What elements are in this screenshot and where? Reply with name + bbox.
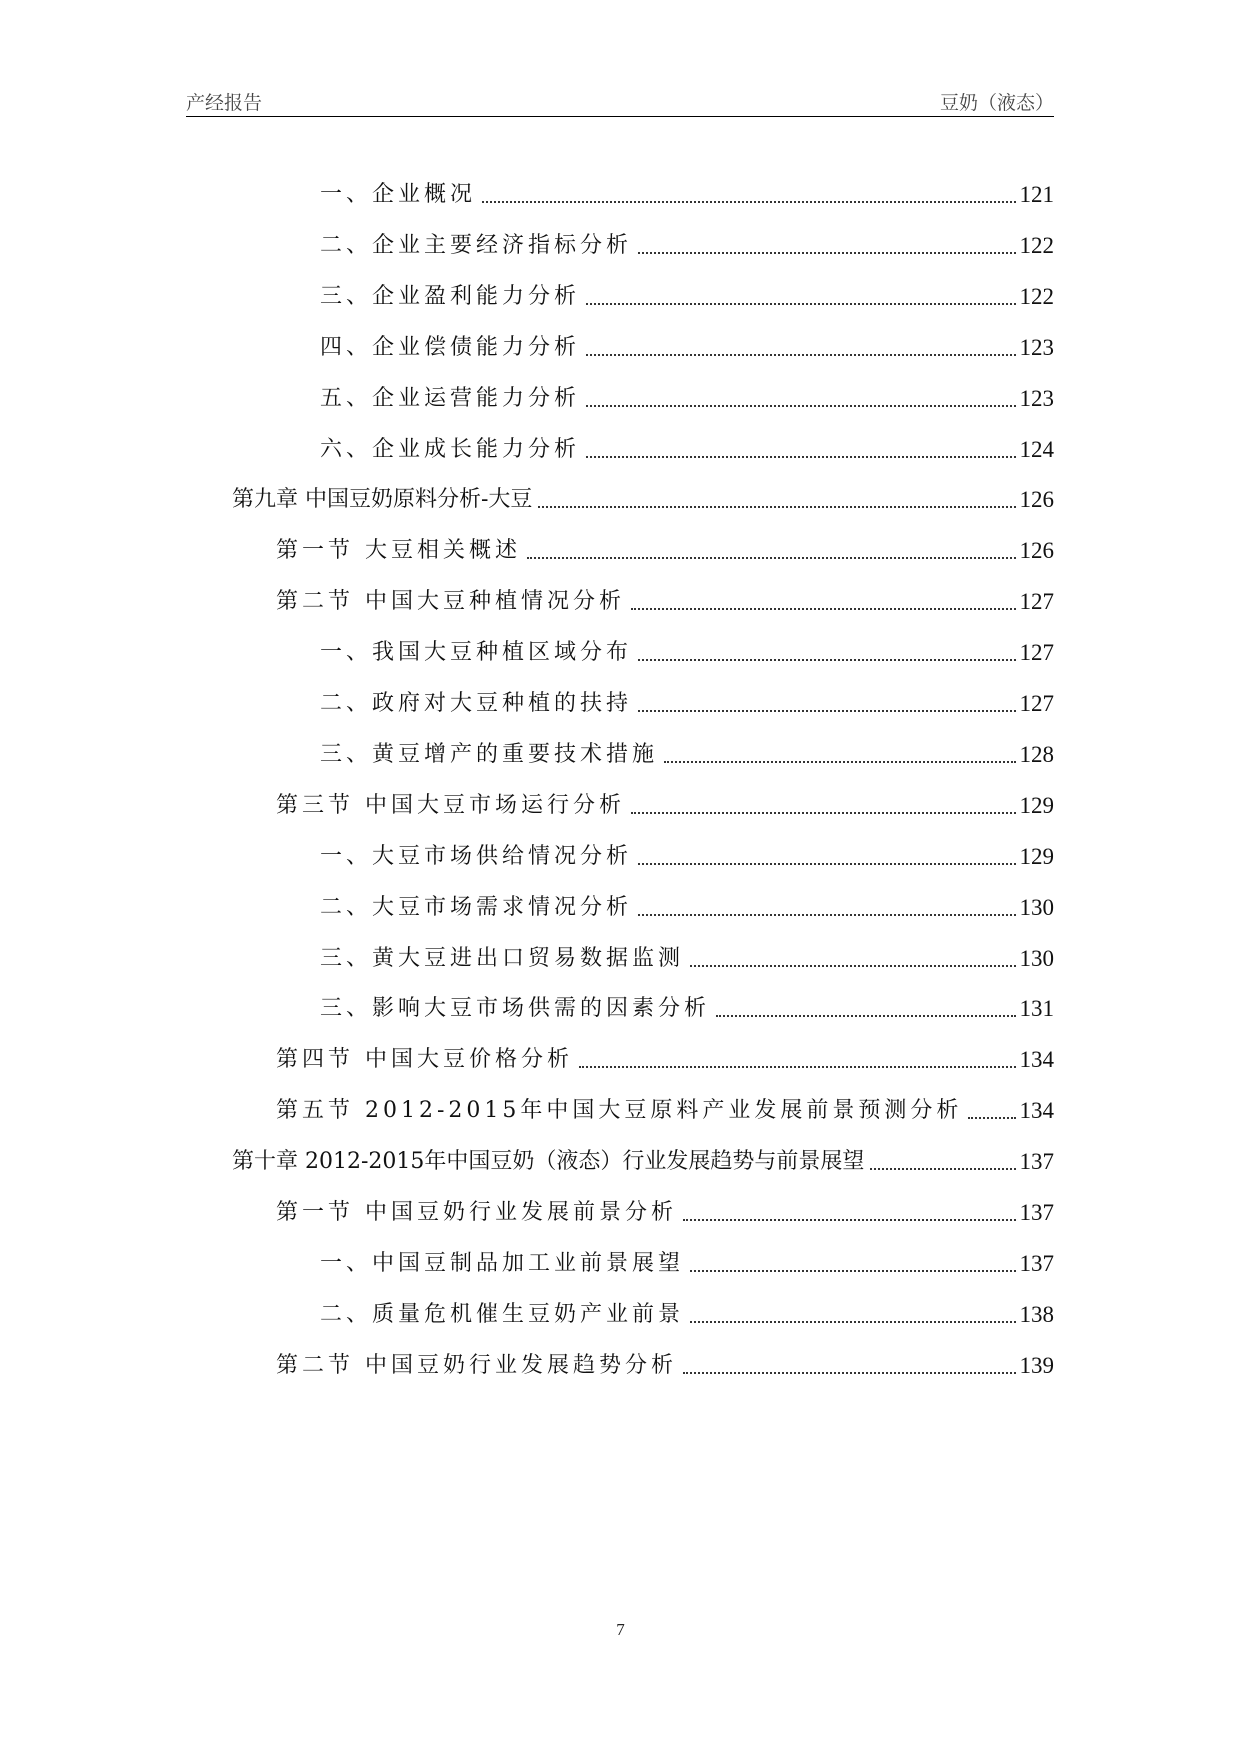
- toc-leader-dots: [527, 556, 1016, 559]
- toc-leader-dots: [586, 455, 1015, 458]
- toc-entry-item[interactable]: [320, 1298, 1054, 1332]
- toc-entry-section[interactable]: [276, 1043, 1054, 1077]
- toc-entry-page-number: 131: [1019, 996, 1054, 1021]
- toc-leader-dots: [586, 302, 1015, 305]
- toc-entry-label: 三、黄豆增产的重要技术措施: [320, 742, 659, 767]
- toc-entry-item[interactable]: [320, 942, 1054, 976]
- toc-leader-dots: [690, 1269, 1015, 1272]
- toc-leader-dots: [683, 1218, 1016, 1221]
- toc-entry-item[interactable]: [320, 891, 1054, 925]
- toc-leader-dots: [579, 1065, 1016, 1068]
- toc-leader-dots: [638, 913, 1015, 916]
- toc-leader-dots: [538, 505, 1015, 508]
- toc-entry-page-number: 139: [1019, 1353, 1054, 1378]
- toc-entry-page-number: 123: [1019, 335, 1054, 360]
- toc-entry-section[interactable]: [276, 585, 1054, 619]
- toc-entry-section[interactable]: [276, 1094, 1054, 1128]
- toc-entry-label: 第二节 中国豆奶行业发展趋势分析: [276, 1353, 677, 1378]
- toc-entry-item[interactable]: [320, 840, 1054, 874]
- toc-entry-label: 一、中国豆制品加工业前景展望: [320, 1251, 685, 1276]
- toc-entry-chapter[interactable]: [232, 1145, 1054, 1179]
- toc-entry-page-number: 137: [1019, 1200, 1054, 1225]
- toc-leader-dots: [716, 1014, 1015, 1017]
- toc-leader-dots: [664, 760, 1015, 763]
- toc-entry-label: 五、企业运营能力分析: [320, 386, 581, 411]
- toc-entry-item[interactable]: [320, 382, 1054, 416]
- toc-entry-page-number: 127: [1019, 589, 1054, 614]
- toc-entry-page-number: 129: [1019, 844, 1054, 869]
- toc-entry-label: 三、黄大豆进出口贸易数据监测: [320, 946, 685, 971]
- header-right-title: 豆奶（液态）: [939, 92, 1054, 114]
- header-left-title: 产经报告: [186, 92, 263, 114]
- toc-entry-page-number: 130: [1019, 895, 1054, 920]
- toc-entry-label: 二、政府对大豆种植的扶持: [320, 691, 633, 716]
- toc-entry-label: 第三节 中国大豆市场运行分析: [276, 793, 625, 818]
- toc-entry-label: 六、企业成长能力分析: [320, 437, 581, 462]
- toc-entry-item[interactable]: [320, 433, 1054, 467]
- toc-entry-page-number: 137: [1019, 1149, 1054, 1174]
- toc-entry-page-number: 134: [1019, 1098, 1054, 1123]
- toc-entry-item[interactable]: [320, 687, 1054, 721]
- toc-entry-page-number: 121: [1019, 182, 1054, 207]
- toc-entry-label: 第九章 中国豆奶原料分析-大豆: [232, 487, 533, 512]
- toc-entry-label: 四、企业偿债能力分析: [320, 335, 581, 360]
- toc-entry-label: 二、大豆市场需求情况分析: [320, 895, 633, 920]
- toc-entry-page-number: 138: [1019, 1302, 1054, 1327]
- toc-entry-page-number: 137: [1019, 1251, 1054, 1276]
- toc-entry-item[interactable]: [320, 229, 1054, 263]
- toc-leader-dots: [638, 709, 1015, 712]
- toc-entry-chapter[interactable]: [232, 483, 1054, 517]
- toc-entry-page-number: 123: [1019, 386, 1054, 411]
- toc-entry-label: 一、我国大豆种植区域分布: [320, 640, 633, 665]
- toc-entry-label: 第十章 2012-2015年中国豆奶（液态）行业发展趋势与前景展望: [232, 1149, 865, 1174]
- toc-entry-section[interactable]: [276, 1349, 1054, 1383]
- toc-entry-label: 二、企业主要经济指标分析: [320, 233, 633, 258]
- toc-entry-item[interactable]: [320, 280, 1054, 314]
- toc-leader-dots: [631, 607, 1016, 610]
- toc-leader-dots: [482, 200, 1015, 203]
- toc-entry-section[interactable]: [276, 534, 1054, 568]
- toc-entry-page-number: 127: [1019, 640, 1054, 665]
- toc-leader-dots: [631, 811, 1016, 814]
- toc-leader-dots: [870, 1167, 1015, 1170]
- toc-entry-item[interactable]: [320, 331, 1054, 365]
- page-number: 7: [616, 1620, 625, 1639]
- toc-leader-dots: [690, 964, 1015, 967]
- toc-entry-item[interactable]: [320, 636, 1054, 670]
- toc-leader-dots: [586, 353, 1015, 356]
- toc-entry-page-number: 126: [1019, 487, 1054, 512]
- toc-entry-label: 第一节 大豆相关概述: [276, 538, 521, 563]
- toc-entry-label: 一、企业概况: [320, 182, 477, 207]
- toc-entry-page-number: 124: [1019, 437, 1054, 462]
- toc-entry-page-number: 134: [1019, 1047, 1054, 1072]
- toc-entry-page-number: 122: [1019, 233, 1054, 258]
- toc-entry-item[interactable]: [320, 1247, 1054, 1281]
- toc-entry-item[interactable]: [320, 738, 1054, 772]
- toc-leader-dots: [968, 1116, 1015, 1119]
- toc-entry-label: 三、企业盈利能力分析: [320, 284, 581, 309]
- toc-leader-dots: [683, 1371, 1016, 1374]
- toc-entry-label: 三、影响大豆市场供需的因素分析: [320, 996, 711, 1021]
- toc-entry-label: 第一节 中国豆奶行业发展前景分析: [276, 1200, 677, 1225]
- toc-entry-section[interactable]: [276, 1196, 1054, 1230]
- toc-entry-page-number: 129: [1019, 793, 1054, 818]
- toc-entry-label: 第二节 中国大豆种植情况分析: [276, 589, 625, 614]
- toc-entry-label: 第四节 中国大豆价格分析: [276, 1047, 573, 1072]
- toc-entry-label: 二、质量危机催生豆奶产业前景: [320, 1302, 685, 1327]
- toc-leader-dots: [638, 251, 1015, 254]
- toc-leader-dots: [690, 1320, 1015, 1323]
- toc-entry-page-number: 127: [1019, 691, 1054, 716]
- toc-entry-page-number: 130: [1019, 946, 1054, 971]
- toc-entry-label: 第五节 2012-2015年中国大豆原料产业发展前景预测分析: [276, 1098, 963, 1123]
- toc-entry-item[interactable]: [320, 992, 1054, 1026]
- toc-entry-page-number: 128: [1019, 742, 1054, 767]
- toc-leader-dots: [638, 658, 1015, 661]
- toc-leader-dots: [638, 862, 1015, 865]
- toc-entry-section[interactable]: [276, 789, 1054, 823]
- toc-leader-dots: [586, 404, 1015, 407]
- toc-entry-page-number: 126: [1019, 538, 1054, 563]
- toc-entry-page-number: 122: [1019, 284, 1054, 309]
- toc-entry-item[interactable]: [320, 178, 1054, 212]
- toc-entry-label: 一、大豆市场供给情况分析: [320, 844, 633, 869]
